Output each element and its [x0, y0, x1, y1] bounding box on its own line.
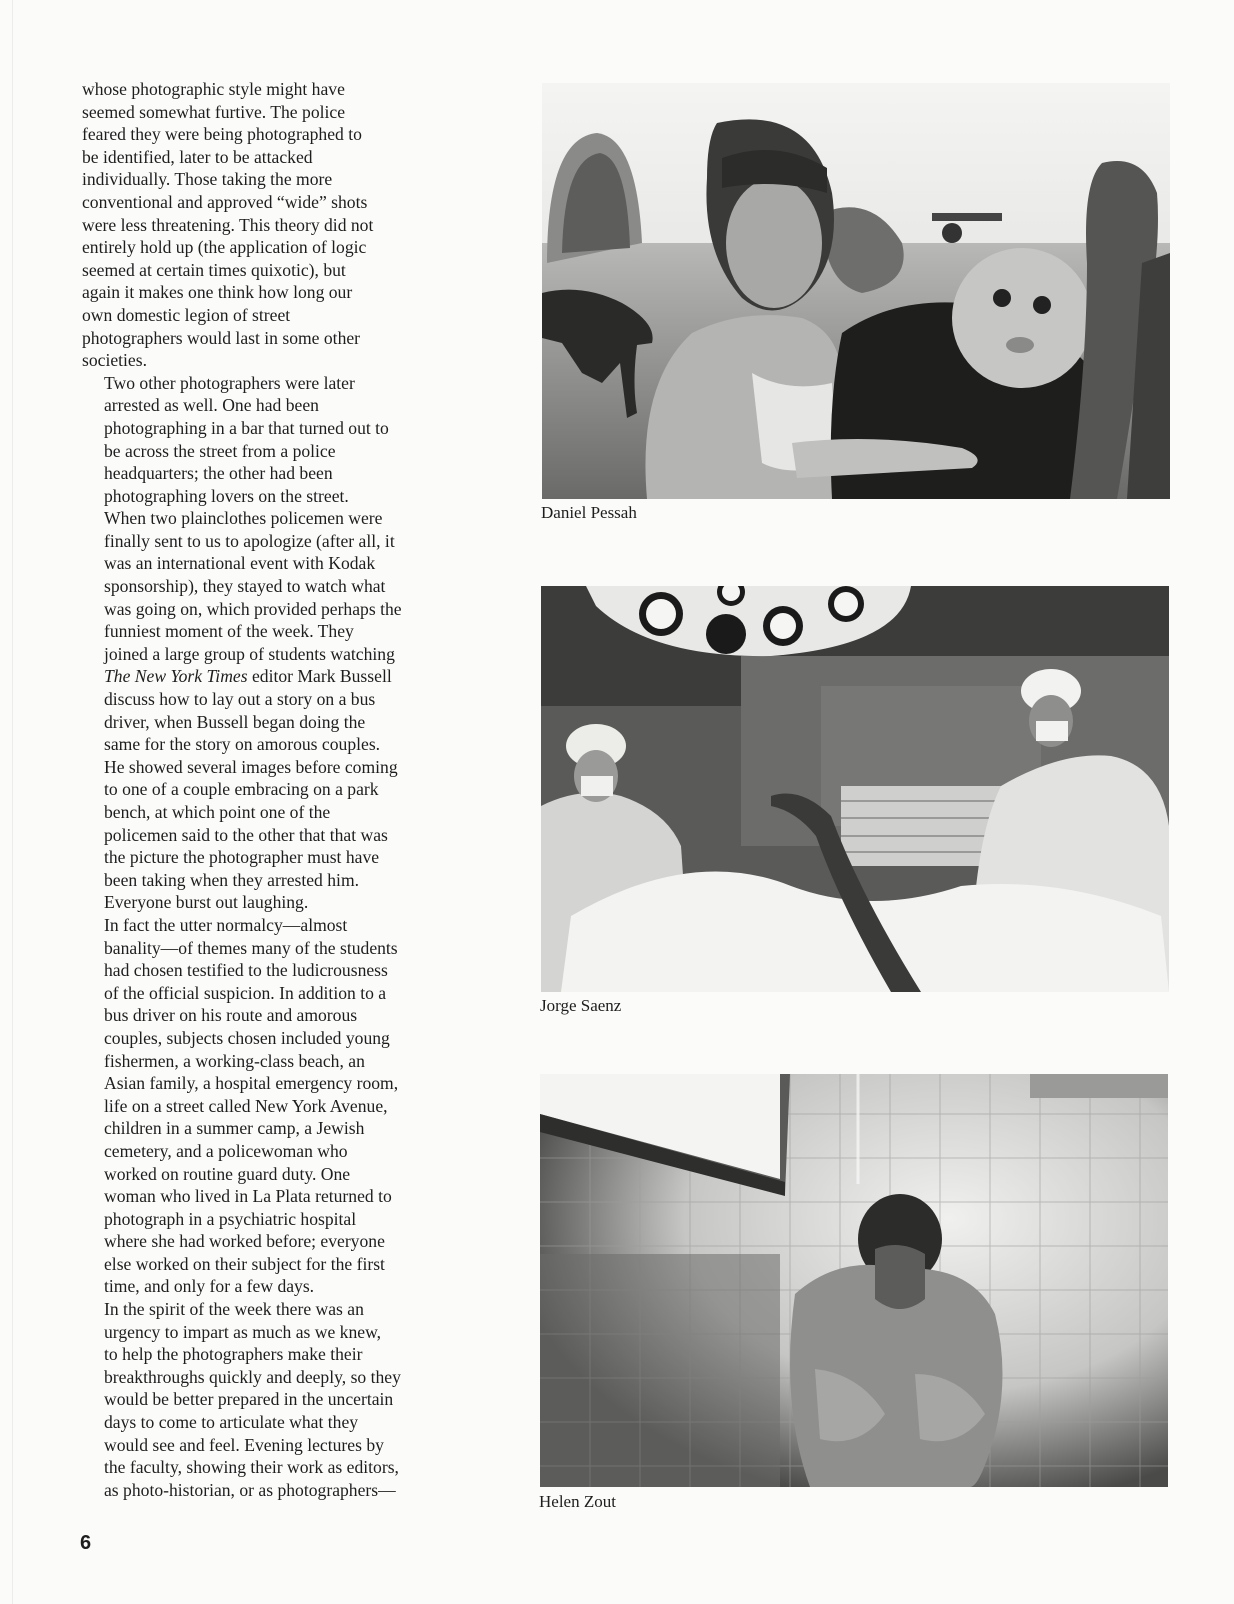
publication-title: The New York Times [104, 666, 248, 687]
text-line: life on a street called New York Avenue, [104, 1095, 388, 1116]
text-line: woman who lived in La Plata returned to [104, 1186, 392, 1207]
text-line: would be better prepared in the uncertain [104, 1389, 394, 1410]
text-line: Asian family, a hospital emergency room, [104, 1073, 399, 1094]
text-line: photographing in a bar that turned out to [104, 417, 389, 438]
text-line: In fact the utter normalcy—almost [104, 914, 348, 935]
text-line: the faculty, showing their work as editors, [104, 1457, 399, 1478]
article-paragraph [82, 78, 430, 372]
text-line: were less threatening. This theory did not [82, 214, 374, 235]
text-line: photograph in a psychiatric hospital [104, 1208, 357, 1229]
page-number: 6 [80, 1532, 92, 1554]
article-paragraph [82, 372, 430, 914]
text-line: was going on, which provided perhaps the [104, 598, 402, 619]
text-line: cemetery, and a policewoman who [104, 1140, 348, 1161]
text-line: breakthroughs quickly and deeply, so they [104, 1366, 401, 1387]
text-line: banality—of themes many of the students [104, 937, 398, 958]
photo-caption: Helen Zout [539, 1492, 616, 1511]
text-line: couples, subjects chosen included young [104, 1027, 390, 1048]
text-line: the picture the photographer must have [104, 847, 380, 868]
text-line: bench, at which point one of the [104, 802, 331, 822]
text-line: else worked on their subject for the first [104, 1253, 385, 1274]
text-line: had chosen testified to the ludicrousness [104, 960, 388, 981]
page-edge [12, 0, 13, 1604]
text-line: where she had worked before; everyone [104, 1231, 385, 1252]
text-line: days to come to articulate what they [104, 1412, 359, 1433]
text-line: Two other photographers were later [104, 372, 355, 393]
text-line-rest: editor Mark Bussell [247, 666, 392, 687]
text-line: Everyone burst out laughing. [104, 892, 309, 913]
text-line: policemen said to the other that that was [104, 824, 388, 845]
text-line: would see and feel. Evening lectures by [104, 1434, 384, 1455]
text-line: When two plainclothes policemen were [104, 508, 383, 529]
text-line: of the official suspicion. In addition to a [104, 982, 387, 1003]
text-line: joined a large group of students watching [104, 643, 395, 664]
text-line: was an international event with Kodak [104, 553, 376, 574]
text-line: arrested as well. One had been [104, 395, 319, 416]
article-text-column [82, 78, 430, 1501]
text-line: urgency to impart as much as we knew, [104, 1321, 382, 1342]
text-line: photographing lovers on the street. [104, 485, 349, 506]
text-line: worked on routine guard duty. One [104, 1163, 351, 1184]
text-line: been taking when they arrested him. [104, 869, 360, 890]
text-line: sponsorship), they stayed to watch what [104, 576, 386, 597]
text-line: photographers would last in some other [82, 327, 361, 348]
text-line: as photo-historian, or as photographers— [104, 1479, 396, 1500]
photo-girl-with-doll [542, 83, 1170, 499]
text-line: children in a summer camp, a Jewish [104, 1118, 365, 1139]
text-line: same for the story on amorous couples. [104, 734, 381, 755]
photo-shower [540, 1074, 1168, 1487]
text-line: to help the photographers make their [104, 1344, 363, 1365]
article-paragraph [82, 914, 430, 1298]
photo-caption: Daniel Pessah [541, 503, 637, 522]
text-line: individually. Those taking the more [82, 169, 333, 190]
text-line: conventional and approved “wide” shots [82, 191, 368, 212]
text-line: be identified, later to be attacked [82, 146, 313, 167]
text-line: funniest moment of the week. They [104, 621, 354, 642]
text-line: feared they were being photographed to [82, 124, 362, 145]
text-line: be across the street from a police [104, 440, 336, 461]
text-line: seemed at certain times quixotic), but [82, 259, 346, 280]
text-line: finally sent to us to apologize (after all, it [104, 530, 395, 551]
text-line: bus driver on his route and amorous [104, 1005, 358, 1026]
photo-operating-room [541, 586, 1169, 992]
text-line: own domestic legion of street [82, 304, 291, 325]
article-paragraph [82, 1298, 430, 1501]
text-line: again it makes one think how long our [82, 282, 353, 303]
text-line: discuss how to lay out a story on a bus [104, 689, 376, 710]
text-line: driver, when Bussell began doing the [104, 711, 366, 732]
text-line [82, 665, 430, 688]
text-line: In the spirit of the week there was an [104, 1299, 364, 1320]
text-line: whose photographic style might have [82, 79, 345, 99]
text-line: fishermen, a working-class beach, an [104, 1050, 365, 1071]
photo-caption: Jorge Saenz [540, 996, 622, 1015]
text-line: headquarters; the other had been [104, 463, 333, 484]
text-line: He showed several images before coming [104, 756, 398, 777]
text-line: to one of a couple embracing on a park [104, 779, 379, 800]
text-line: societies. [82, 350, 147, 371]
text-line: entirely hold up (the application of logic [82, 237, 367, 258]
text-line: time, and only for a few days. [104, 1276, 315, 1297]
text-line: seemed somewhat furtive. The police [82, 101, 346, 122]
